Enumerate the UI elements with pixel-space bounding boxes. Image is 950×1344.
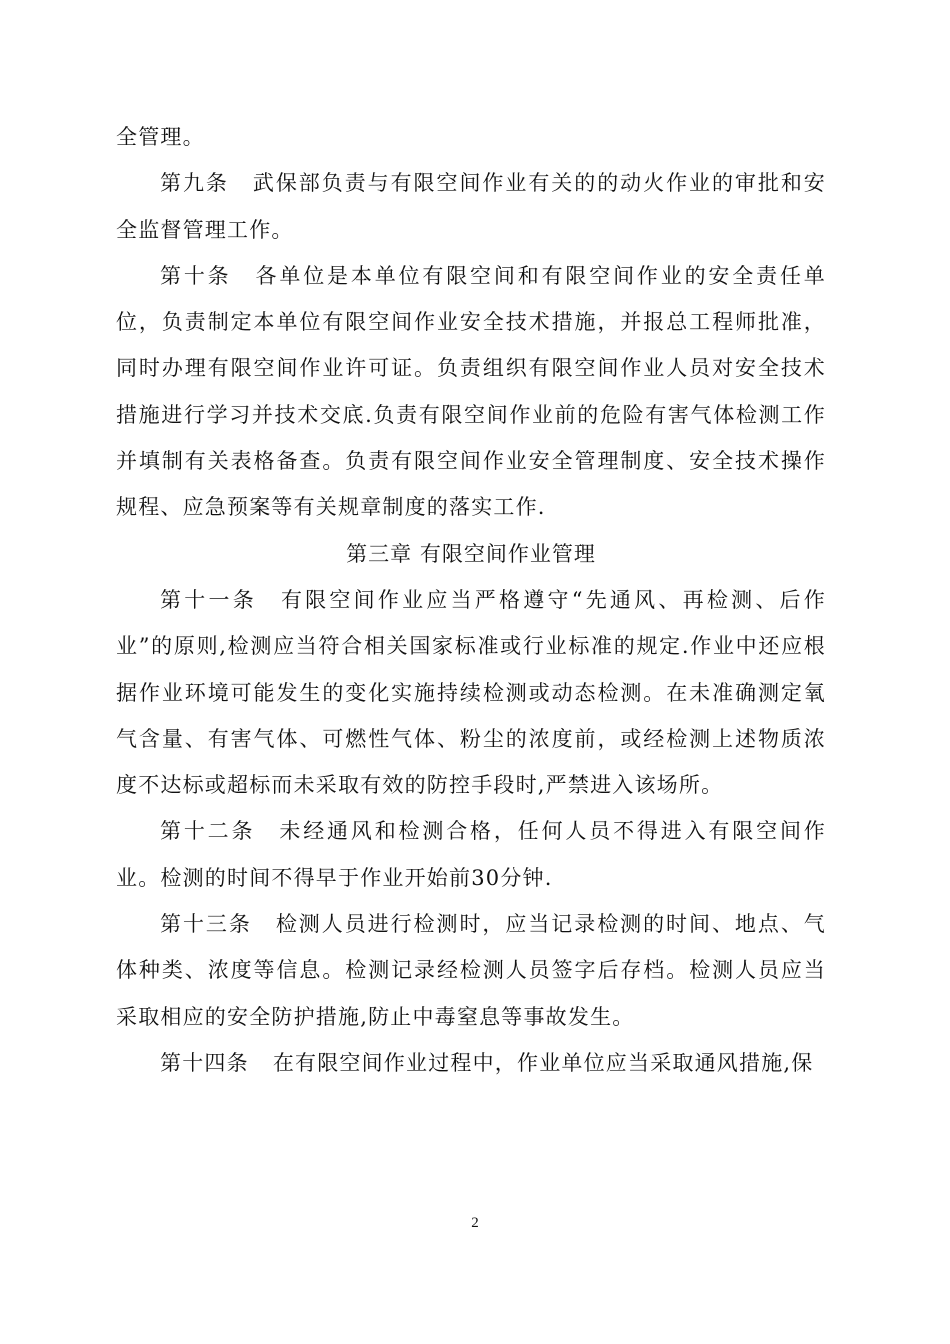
document-body [116,114,826,1086]
article-13 [116,901,826,1040]
article-number: 第十三条 [160,912,252,937]
continuation-paragraph [116,114,826,160]
page-number: 2 [471,1215,479,1231]
article-number: 第十四条 [160,1050,249,1075]
article-12 [116,808,826,901]
article-number: 第十条 [160,263,232,288]
article-text: 在有限空间作业过程中，作业单位应当采取通风措施,保 [272,1050,814,1075]
article-text: 有限空间作业应当严格遵守“先通风、再检测、后作业”的原则,检测应当符合相关国家标准或行业标准的规定.作业中还应根据作业环境可能发生的变化实施持续检测或动态检测。在未准确测定氧气含量、有害气体、可燃性气体、粉尘的浓度前，或经检测上述物质浓度不达标或超标而未采取有效的防控手段时,严禁进入该场所。 [116,587,826,798]
article-text: 各单位是本单位有限空间和有限空间作业的安全责任单位，负责制定本单位有限空间作业安全技术措施，并报总工程师批准，同时办理有限空间作业许可证。负责组织有限空间作业人员对安全技术措施进行学习并技术交底.负责有限空间作业前的危险有害气体检测工作并填制有关表格备查。负责有限空间作业安全管理制度、安全技术操作规程、应急预案等有关规章制度的落实工作. [116,263,826,520]
article-number: 第九条 [160,171,229,196]
article-14 [116,1040,826,1086]
article-11 [116,577,826,808]
article-text: 未经通风和检测合格，任何人员不得进入有限空间作业。检测的时间不得早于作业开始前30分钟. [116,819,826,890]
chapter-heading: 第三章 有限空间作业管理 [346,541,596,566]
article-number: 第十二条 [160,819,256,844]
article-text: 检测人员进行检测时，应当记录检测的时间、地点、气体种类、浓度等信息。检测记录经检测人员签字后存档。检测人员应当采取相应的安全防护措施,防止中毒窒息等事故发生。 [116,912,826,1029]
article-10 [116,253,826,531]
article-text: 武保部负责与有限空间作业有关的的动火作业的审批和安全监督管理工作。 [116,171,826,242]
article-number: 第十一条 [160,587,257,612]
article-9 [116,160,826,253]
paragraph-text: 全管理。 [116,125,205,149]
